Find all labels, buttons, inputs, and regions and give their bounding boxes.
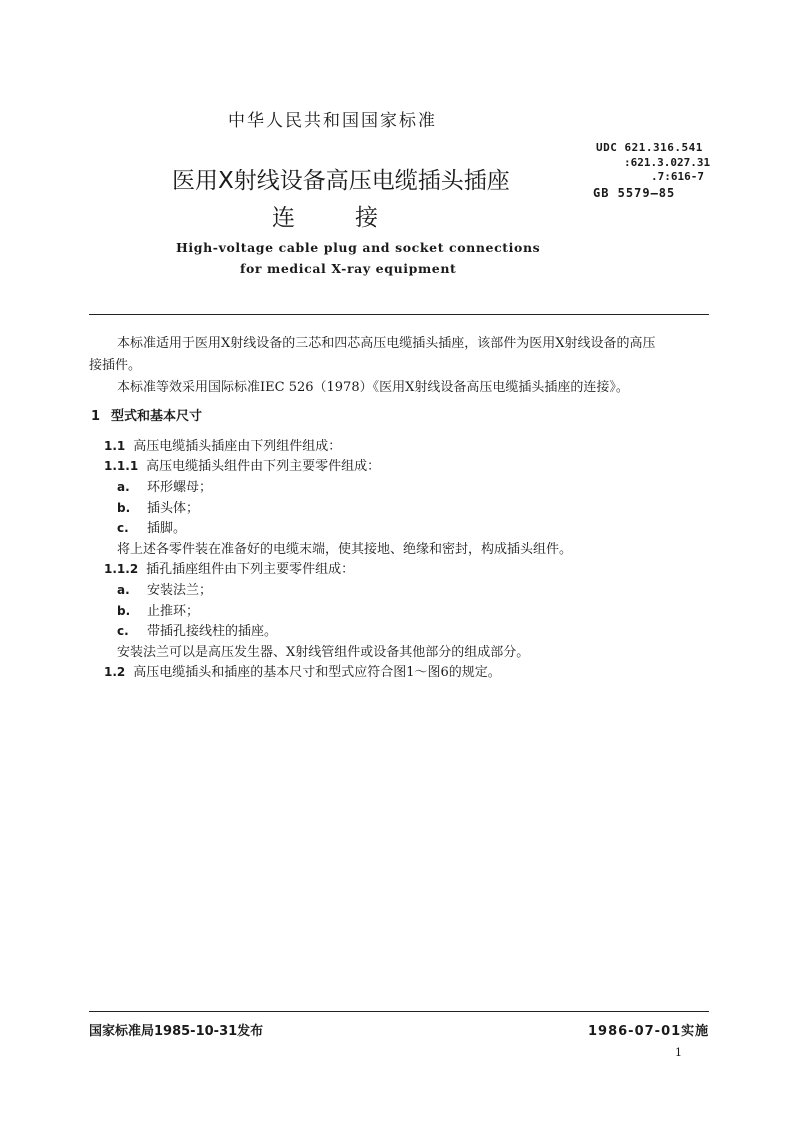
list-label: a. bbox=[117, 480, 130, 494]
list-item bbox=[117, 497, 199, 516]
issue-date: 国家标准局1985-10-31发布 bbox=[89, 1024, 264, 1039]
clause-1-1-1 bbox=[104, 455, 380, 474]
udc-code-line2: :621.3.027.31 bbox=[624, 156, 711, 169]
clause-note: 将上述各零件装在准备好的电缆末端，使其接地、绝缘和密封，构成插头组件。 bbox=[117, 542, 573, 557]
clause-text: 插孔插座组件由下列主要零件组成： bbox=[146, 562, 355, 577]
list-label: c. bbox=[117, 624, 129, 638]
list-label: b. bbox=[117, 604, 131, 618]
list-text: 带插孔接线柱的插座。 bbox=[147, 624, 278, 639]
list-label: b. bbox=[117, 501, 131, 515]
list-text: 环形螺母； bbox=[147, 480, 213, 495]
list-text: 插头体； bbox=[147, 501, 200, 516]
header-divider bbox=[89, 314, 709, 315]
section-1-heading bbox=[91, 405, 202, 424]
clause-text: 高压电缆插头组件由下列主要零件组成： bbox=[146, 459, 381, 474]
list-text: 插脚。 bbox=[147, 521, 187, 536]
clause-text: 高压电缆插头插座由下列组件组成： bbox=[133, 439, 342, 454]
list-item bbox=[117, 476, 212, 495]
list-item bbox=[117, 517, 186, 536]
section-number: 1 bbox=[91, 409, 101, 424]
clause-number: 1.1.2 bbox=[104, 562, 139, 576]
list-item bbox=[117, 579, 212, 598]
clause-number: 1.1 bbox=[104, 439, 126, 453]
list-label: c. bbox=[117, 521, 129, 535]
clause-text: 高压电缆插头和插座的基本尺寸和型式应符合图1～图6的规定。 bbox=[133, 665, 501, 680]
national-standard-header: 中华人民共和国国家标准 bbox=[228, 111, 437, 131]
clause-number: 1.2 bbox=[104, 665, 126, 679]
section-title: 型式和基本尺寸 bbox=[111, 409, 203, 424]
udc-code: UDC 621.316.541 bbox=[596, 141, 703, 154]
clause-1-1-2 bbox=[104, 558, 354, 577]
intro-paragraph-2: 本标准等效采用国际标准IEC 526（1978）《医用X射线设备高压电缆插头插座的连接》。 bbox=[117, 380, 629, 395]
intro-paragraph-1: 本标准适用于医用X射线设备的三芯和四芯高压电缆插头插座，该部件为医用X射线设备的高压 bbox=[117, 336, 656, 351]
document-title-zh: 医用X射线设备高压电缆插头插座 bbox=[172, 168, 510, 194]
page-number: 1 bbox=[675, 1046, 682, 1059]
list-label: a. bbox=[117, 583, 130, 597]
gb-standard-number: GB 5579—85 bbox=[593, 186, 676, 200]
clause-number: 1.1.1 bbox=[104, 459, 139, 473]
document-title-en-line2: for medical X-ray equipment bbox=[240, 261, 457, 276]
document-title-zh-line2: 连接 bbox=[272, 205, 438, 231]
list-item bbox=[117, 620, 277, 639]
list-text: 止推环； bbox=[147, 604, 200, 619]
clause-note: 安装法兰可以是高压发生器、X射线管组件或设备其他部分的组成部分。 bbox=[117, 645, 530, 660]
list-item bbox=[117, 600, 199, 619]
effective-date: 1986-07-01实施 bbox=[588, 1024, 710, 1039]
clause-1-2 bbox=[104, 661, 501, 680]
list-text: 安装法兰； bbox=[147, 583, 213, 598]
footer-divider bbox=[89, 1011, 709, 1012]
document-title-en: High-voltage cable plug and socket connections bbox=[176, 240, 541, 255]
clause-1-1 bbox=[104, 435, 341, 454]
intro-paragraph-1-cont: 接插件。 bbox=[89, 358, 142, 373]
udc-code-line3: .7:616-7 bbox=[651, 170, 704, 183]
